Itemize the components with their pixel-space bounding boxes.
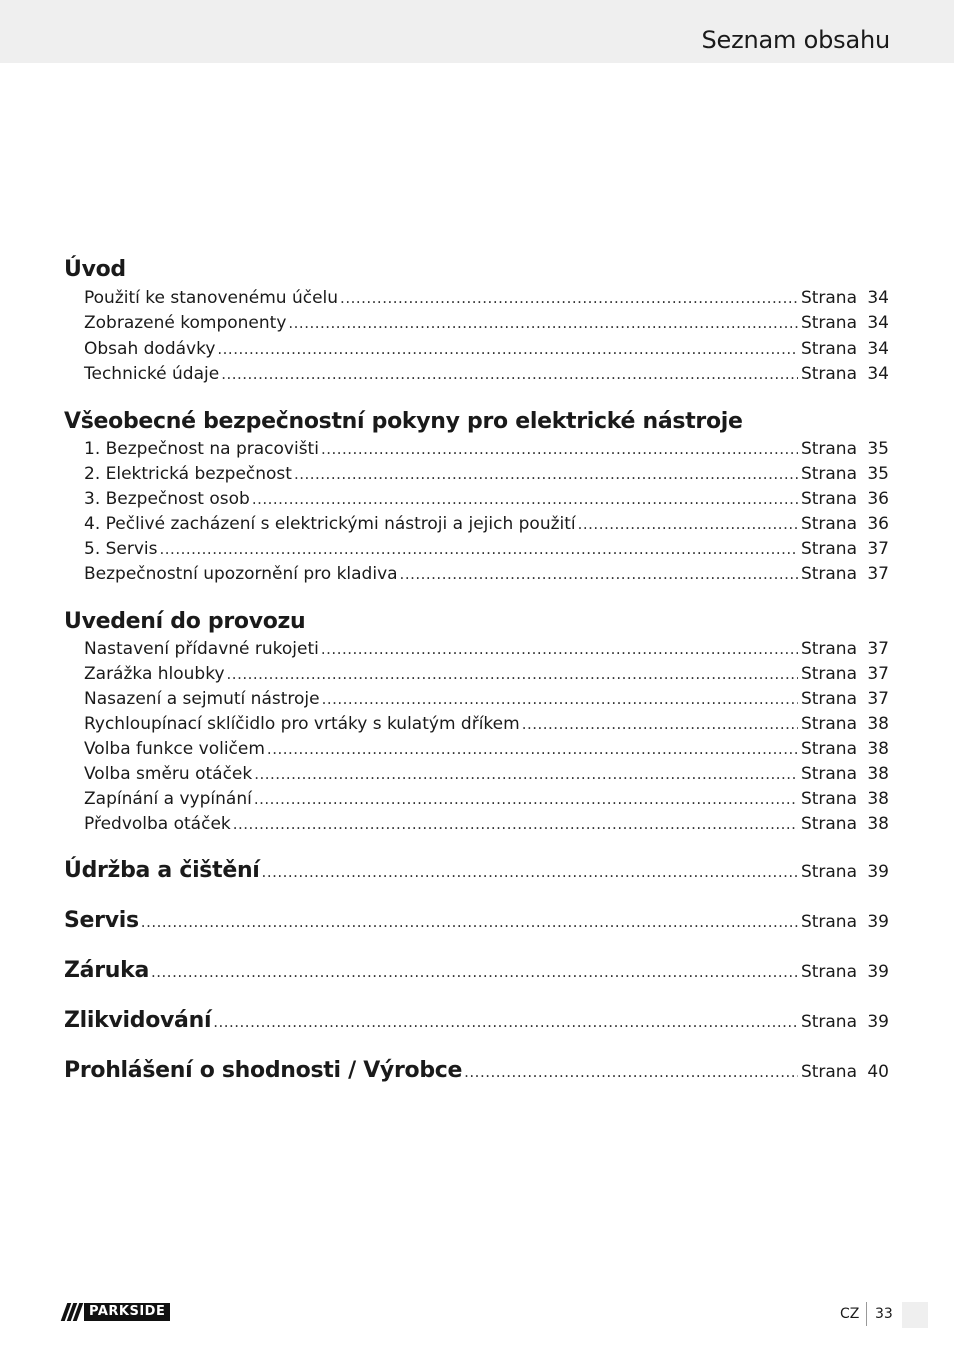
page-number: 38 xyxy=(867,739,889,759)
page-number: 34 xyxy=(867,288,889,308)
page-word: Strana xyxy=(800,1012,857,1032)
page-word: Strana xyxy=(800,514,857,534)
page-number: 37 xyxy=(867,564,889,584)
toc-entry-label: Použití ke stanovenému účelu xyxy=(84,288,339,308)
toc-entry[interactable] xyxy=(84,739,889,761)
page-number: 38 xyxy=(867,814,889,834)
toc-entry[interactable] xyxy=(84,714,889,736)
page-number: 37 xyxy=(867,639,889,659)
page-word: Strana xyxy=(800,539,857,559)
toc-entry[interactable] xyxy=(84,639,889,661)
page-number: 36 xyxy=(867,489,889,509)
leader-dots xyxy=(221,365,798,383)
toc-entry[interactable] xyxy=(84,439,889,461)
page-number: 40 xyxy=(867,1062,889,1082)
leader-dots xyxy=(217,340,798,358)
page-number: 37 xyxy=(867,689,889,709)
leader-dots xyxy=(522,715,798,733)
toc-entry[interactable] xyxy=(84,489,889,511)
page-number-footer: 33 xyxy=(875,1306,893,1322)
toc-entry-label: Předvolba otáček xyxy=(84,814,231,834)
toc-major-label: Záruka xyxy=(64,958,149,983)
page-word: Strana xyxy=(800,814,857,834)
toc-major-label: Servis xyxy=(64,908,139,933)
leader-dots xyxy=(141,913,798,931)
page-word: Strana xyxy=(800,564,857,584)
toc-major-entry[interactable] xyxy=(64,958,889,986)
toc-entry[interactable] xyxy=(84,789,889,811)
toc-entry-label: 2. Elektrická bezpečnost xyxy=(84,464,292,484)
page-word: Strana xyxy=(800,489,857,509)
page-word: Strana xyxy=(800,339,857,359)
footer-divider xyxy=(866,1302,867,1326)
toc-entry-label: Volba funkce voličem xyxy=(84,739,265,759)
leader-dots xyxy=(254,765,798,783)
leader-dots xyxy=(267,740,798,758)
toc-entry[interactable] xyxy=(84,364,889,386)
toc-entry[interactable] xyxy=(84,664,889,686)
toc-entry[interactable] xyxy=(84,689,889,711)
page-number: 34 xyxy=(867,313,889,333)
header-bar xyxy=(0,0,954,63)
page-word: Strana xyxy=(800,764,857,784)
page-title: Seznam obsahu xyxy=(701,26,890,54)
toc-entry[interactable] xyxy=(84,539,889,561)
toc-entry-label: Rychloupínací sklíčidlo pro vrtáky s kulatým dříkem xyxy=(84,714,520,734)
toc-entry-label: 5. Servis xyxy=(84,539,158,559)
toc-entry-label: Obsah dodávky xyxy=(84,339,216,359)
leader-dots xyxy=(322,690,798,708)
section-title-safety: Všeobecné bezpečnostní pokyny pro elektrické nástroje xyxy=(64,409,743,434)
page-number: 39 xyxy=(867,962,889,982)
toc-entry-label: Volba směru otáček xyxy=(84,764,253,784)
toc-major-label: Prohlášení o shodnosti / Výrobce xyxy=(64,1058,463,1083)
toc-entry[interactable] xyxy=(84,514,889,536)
leader-dots xyxy=(340,289,798,307)
page-word: Strana xyxy=(800,739,857,759)
page-word: Strana xyxy=(800,439,857,459)
section-title-uvod: Úvod xyxy=(64,257,126,282)
leader-dots xyxy=(464,1063,798,1081)
leader-dots xyxy=(252,490,798,508)
page-word: Strana xyxy=(800,288,857,308)
leader-dots xyxy=(151,963,798,981)
logo-text: PARKSIDE xyxy=(84,1303,170,1321)
toc-entry-label: Zapínání a vypínání xyxy=(84,789,252,809)
page-number: 37 xyxy=(867,664,889,684)
leader-dots xyxy=(227,665,798,683)
page-word: Strana xyxy=(800,789,857,809)
page-number: 36 xyxy=(867,514,889,534)
toc-entry-label: Bezpečnostní upozornění pro kladiva xyxy=(84,564,398,584)
toc-entry-label: Nastavení přídavné rukojeti xyxy=(84,639,319,659)
page-number: 35 xyxy=(867,439,889,459)
leader-dots xyxy=(213,1013,798,1031)
leader-dots xyxy=(254,790,798,808)
page-word: Strana xyxy=(800,364,857,384)
page-number: 35 xyxy=(867,464,889,484)
leader-dots xyxy=(160,540,798,558)
page-number: 39 xyxy=(867,862,889,882)
page-word: Strana xyxy=(800,862,857,882)
language-code: CZ xyxy=(840,1306,860,1322)
page-number: 38 xyxy=(867,714,889,734)
toc-major-entry[interactable] xyxy=(64,908,889,936)
leader-dots xyxy=(400,565,798,583)
page-word: Strana xyxy=(800,689,857,709)
toc-major-label: Zlikvidování xyxy=(64,1008,212,1033)
page-number: 38 xyxy=(867,789,889,809)
toc-entry-label: Zarážka hloubky xyxy=(84,664,225,684)
toc-major-label: Údržba a čištění xyxy=(64,858,260,883)
toc-entry[interactable] xyxy=(84,313,889,335)
toc-major-entry[interactable] xyxy=(64,858,889,886)
toc-entry-label: 3. Bezpečnost osob xyxy=(84,489,250,509)
toc-entry-label: 1. Bezpečnost na pracovišti xyxy=(84,439,319,459)
leader-dots xyxy=(233,815,798,833)
page-word: Strana xyxy=(800,639,857,659)
footer-tab-box xyxy=(902,1302,928,1328)
toc-entry[interactable] xyxy=(84,814,889,836)
page-word: Strana xyxy=(800,464,857,484)
toc-entry[interactable] xyxy=(84,764,889,786)
logo-stripes-icon xyxy=(64,1303,82,1321)
toc-major-entry[interactable] xyxy=(64,1058,889,1086)
page-number: 34 xyxy=(867,339,889,359)
toc-entry-label: 4. Pečlivé zacházení s elektrickými nástroji a jejich použití xyxy=(84,514,576,534)
toc-entry[interactable] xyxy=(84,464,889,486)
page-word: Strana xyxy=(800,962,857,982)
parkside-logo xyxy=(64,1303,170,1321)
leader-dots xyxy=(294,465,798,483)
toc-entry[interactable] xyxy=(84,288,889,310)
leader-dots xyxy=(288,314,798,332)
toc-entry[interactable] xyxy=(84,564,889,586)
page-number: 38 xyxy=(867,764,889,784)
page-number: 39 xyxy=(867,1012,889,1032)
toc-entry-label: Technické údaje xyxy=(84,364,220,384)
page-number: 34 xyxy=(867,364,889,384)
page-number: 37 xyxy=(867,539,889,559)
section-title-operation: Uvedení do provozu xyxy=(64,609,306,634)
toc-major-entry[interactable] xyxy=(64,1008,889,1036)
leader-dots xyxy=(321,640,798,658)
page-word: Strana xyxy=(800,664,857,684)
toc-entry[interactable] xyxy=(84,339,889,361)
leader-dots xyxy=(321,440,798,458)
page-number: 39 xyxy=(867,912,889,932)
toc-entry-label: Zobrazené komponenty xyxy=(84,313,287,333)
page-word: Strana xyxy=(800,912,857,932)
leader-dots xyxy=(578,515,798,533)
leader-dots xyxy=(262,863,798,881)
page-word: Strana xyxy=(800,714,857,734)
page-word: Strana xyxy=(800,313,857,333)
page-word: Strana xyxy=(800,1062,857,1082)
toc-entry-label: Nasazení a sejmutí nástroje xyxy=(84,689,320,709)
